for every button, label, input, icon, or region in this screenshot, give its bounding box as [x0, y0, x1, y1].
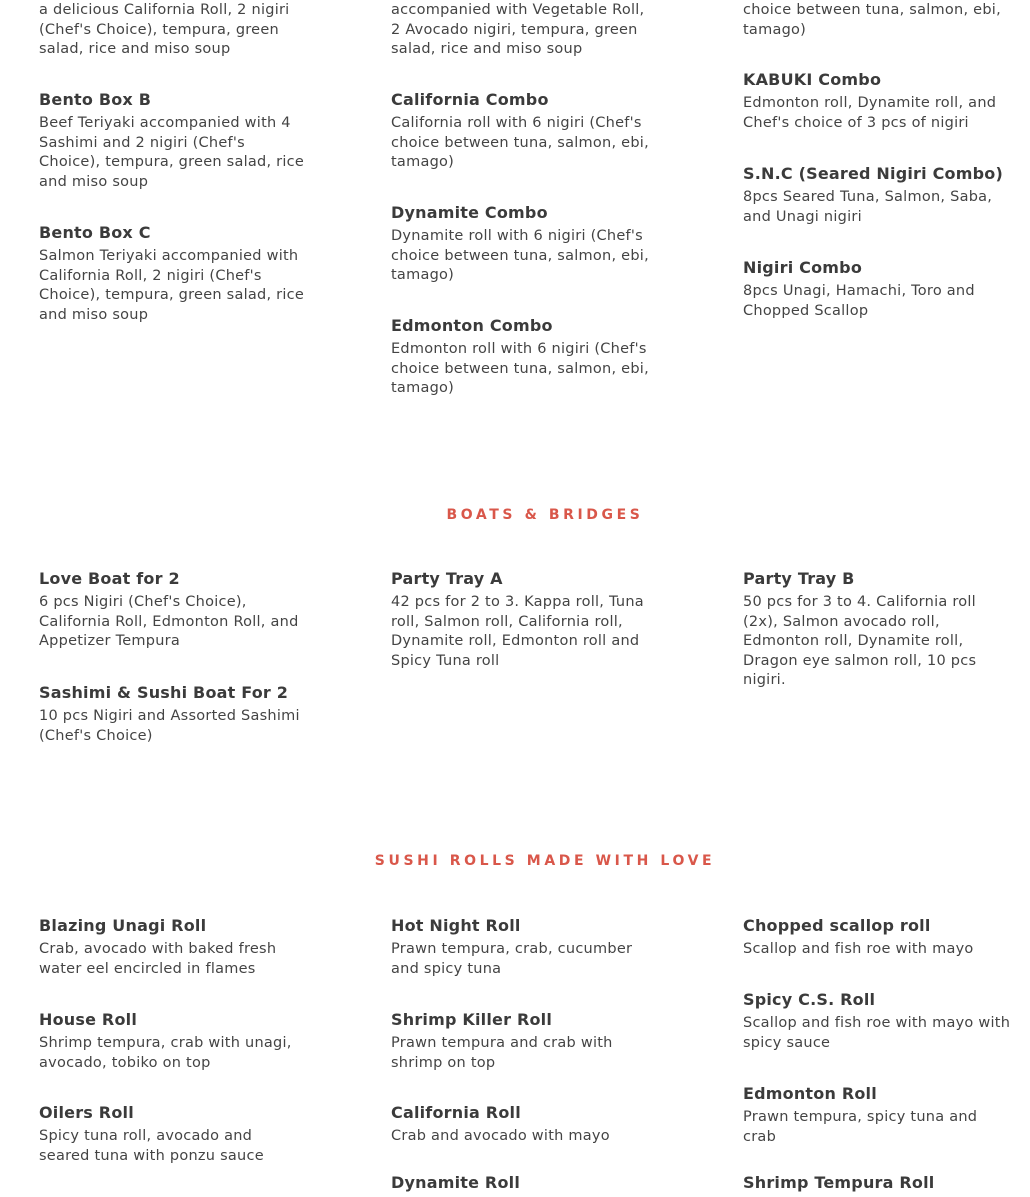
menu-item [391, 1010, 653, 1073]
menu-item [39, 1010, 305, 1073]
menu-item-description: Crab, avocado with baked fresh water eel encircled in flames [39, 941, 277, 977]
menu-item-description: Crab and avocado with mayo [391, 1128, 610, 1144]
menu-item-name: Love Boat for 2 [39, 569, 180, 588]
menu-item-name: Party Tray A [391, 569, 503, 588]
menu-item-description: 10 pcs Nigiri and Assorted Sashimi (Chef's Choice) [39, 708, 300, 744]
menu-item [743, 1, 1015, 40]
menu-item [743, 569, 1015, 691]
menu-item [743, 916, 1015, 960]
menu-item-name: Party Tray B [743, 569, 855, 588]
menu-item-description: Beef Teriyaki accompanied with 4 Sashimi and 2 nigiri (Chef's Choice), tempura, green salad, rice and miso soup [39, 115, 305, 190]
menu-item [39, 569, 305, 652]
menu-item-description: 50 pcs for 3 to 4. California roll (2x), Salmon avocado roll, Edmonton roll, Dynamite roll, Dragon eye salmon roll, 10 pcs nigiri. [743, 594, 977, 688]
menu-item [39, 683, 305, 746]
menu-item-name: Bento Box C [39, 223, 151, 242]
menu-item [391, 916, 653, 979]
menu-item-name: House Roll [39, 1010, 137, 1029]
menu-item-name: Edmonton Combo [391, 316, 553, 335]
menu-item-name: Chopped scallop roll [743, 916, 931, 935]
menu-item [391, 203, 653, 286]
menu-item-name: Shrimp Tempura Roll [743, 1173, 935, 1192]
menu-item-description: Scallop and fish roe with mayo with spicy sauce [743, 1015, 1011, 1051]
menu-item-name: Sashimi & Sushi Boat For 2 [39, 683, 289, 702]
menu-item [391, 316, 653, 399]
menu-item [391, 1, 653, 60]
menu-item-name: Bento Box B [39, 90, 152, 109]
menu-item-name: S.N.C (Seared Nigiri Combo) [743, 164, 1003, 183]
menu-item-name: Nigiri Combo [743, 258, 863, 277]
menu-item [391, 1173, 653, 1197]
menu-item-description: 6 pcs Nigiri (Chef's Choice), California Roll, Edmonton Roll, and Appetizer Tempura [39, 594, 299, 649]
menu-item-name: Dynamite Roll [391, 1173, 521, 1192]
menu-item-description: a delicious California Roll, 2 nigiri (Chef's Choice), tempura, green salad, rice and miso soup [39, 2, 290, 57]
menu-item [39, 223, 305, 325]
menu-item [743, 1084, 1015, 1147]
menu-item-name: KABUKI Combo [743, 70, 882, 89]
menu-item-name: Oilers Roll [39, 1103, 134, 1122]
menu-item-description: Shrimp tempura, crab with unagi, avocado, tobiko on top [39, 1035, 292, 1071]
menu-item-description: choice between tuna, salmon, ebi, tamago) [743, 2, 1001, 38]
section-title-rolls: SUSHI ROLLS MADE WITH LOVE [374, 853, 716, 869]
menu-item [39, 916, 305, 979]
menu-item [391, 1103, 653, 1147]
section-title-boats: BOATS & BRIDGES [446, 507, 644, 523]
menu-item-description: 42 pcs for 2 to 3. Kappa roll, Tuna roll, Salmon roll, California roll, Dynamite roll, Edmonton roll and Spicy Tuna roll [391, 594, 644, 669]
menu-item-name: Shrimp Killer Roll [391, 1010, 553, 1029]
menu-item-description: Prawn tempura, crab, cucumber and spicy tuna [391, 941, 633, 977]
menu-item [743, 990, 1015, 1053]
menu-item-name: Spicy C.S. Roll [743, 990, 876, 1009]
menu-item-description: 8pcs Unagi, Hamachi, Toro and Chopped Scallop [743, 283, 975, 319]
menu-item [39, 90, 305, 192]
menu-item-name: Hot Night Roll [391, 916, 521, 935]
menu-item-name: Edmonton Roll [743, 1084, 877, 1103]
menu-item [39, 1, 305, 60]
menu-item [743, 70, 1015, 133]
menu-item [743, 164, 1015, 227]
menu-item-name: Blazing Unagi Roll [39, 916, 207, 935]
menu-item-name: Dynamite Combo [391, 203, 548, 222]
menu-item-description: Edmonton roll with 6 nigiri (Chef's choice between tuna, salmon, ebi, tamago) [391, 341, 649, 396]
menu-item [391, 569, 653, 671]
menu-item-description: accompanied with Vegetable Roll, 2 Avocado nigiri, tempura, green salad, rice and miso soup [391, 2, 645, 57]
menu-item-name: California Combo [391, 90, 549, 109]
menu-item-description: Scallop and fish roe with mayo [743, 941, 974, 957]
menu-item-description: Edmonton roll, Dynamite roll, and Chef's choice of 3 pcs of nigiri [743, 95, 997, 131]
menu-item-description: Salmon Teriyaki accompanied with California Roll, 2 nigiri (Chef's Choice), tempura, green salad, rice and miso soup [39, 248, 305, 323]
menu-item-name: California Roll [391, 1103, 521, 1122]
menu-item-description: Spicy tuna roll, avocado and seared tuna with ponzu sauce [39, 1128, 264, 1164]
menu-item-description: Prawn tempura and crab with shrimp on top [391, 1035, 613, 1071]
menu-item-description: California roll with 6 nigiri (Chef's choice between tuna, salmon, ebi, tamago) [391, 115, 649, 170]
menu-item [391, 90, 653, 173]
menu-item [39, 1103, 305, 1166]
menu-item [743, 258, 1015, 321]
menu-item-description: 8pcs Seared Tuna, Salmon, Saba, and Unagi nigiri [743, 189, 993, 225]
menu-item-description: Dynamite roll with 6 nigiri (Chef's choice between tuna, salmon, ebi, tamago) [391, 228, 649, 283]
menu-item-description: Prawn tempura, spicy tuna and crab [743, 1109, 978, 1145]
menu-item [743, 1173, 1015, 1197]
